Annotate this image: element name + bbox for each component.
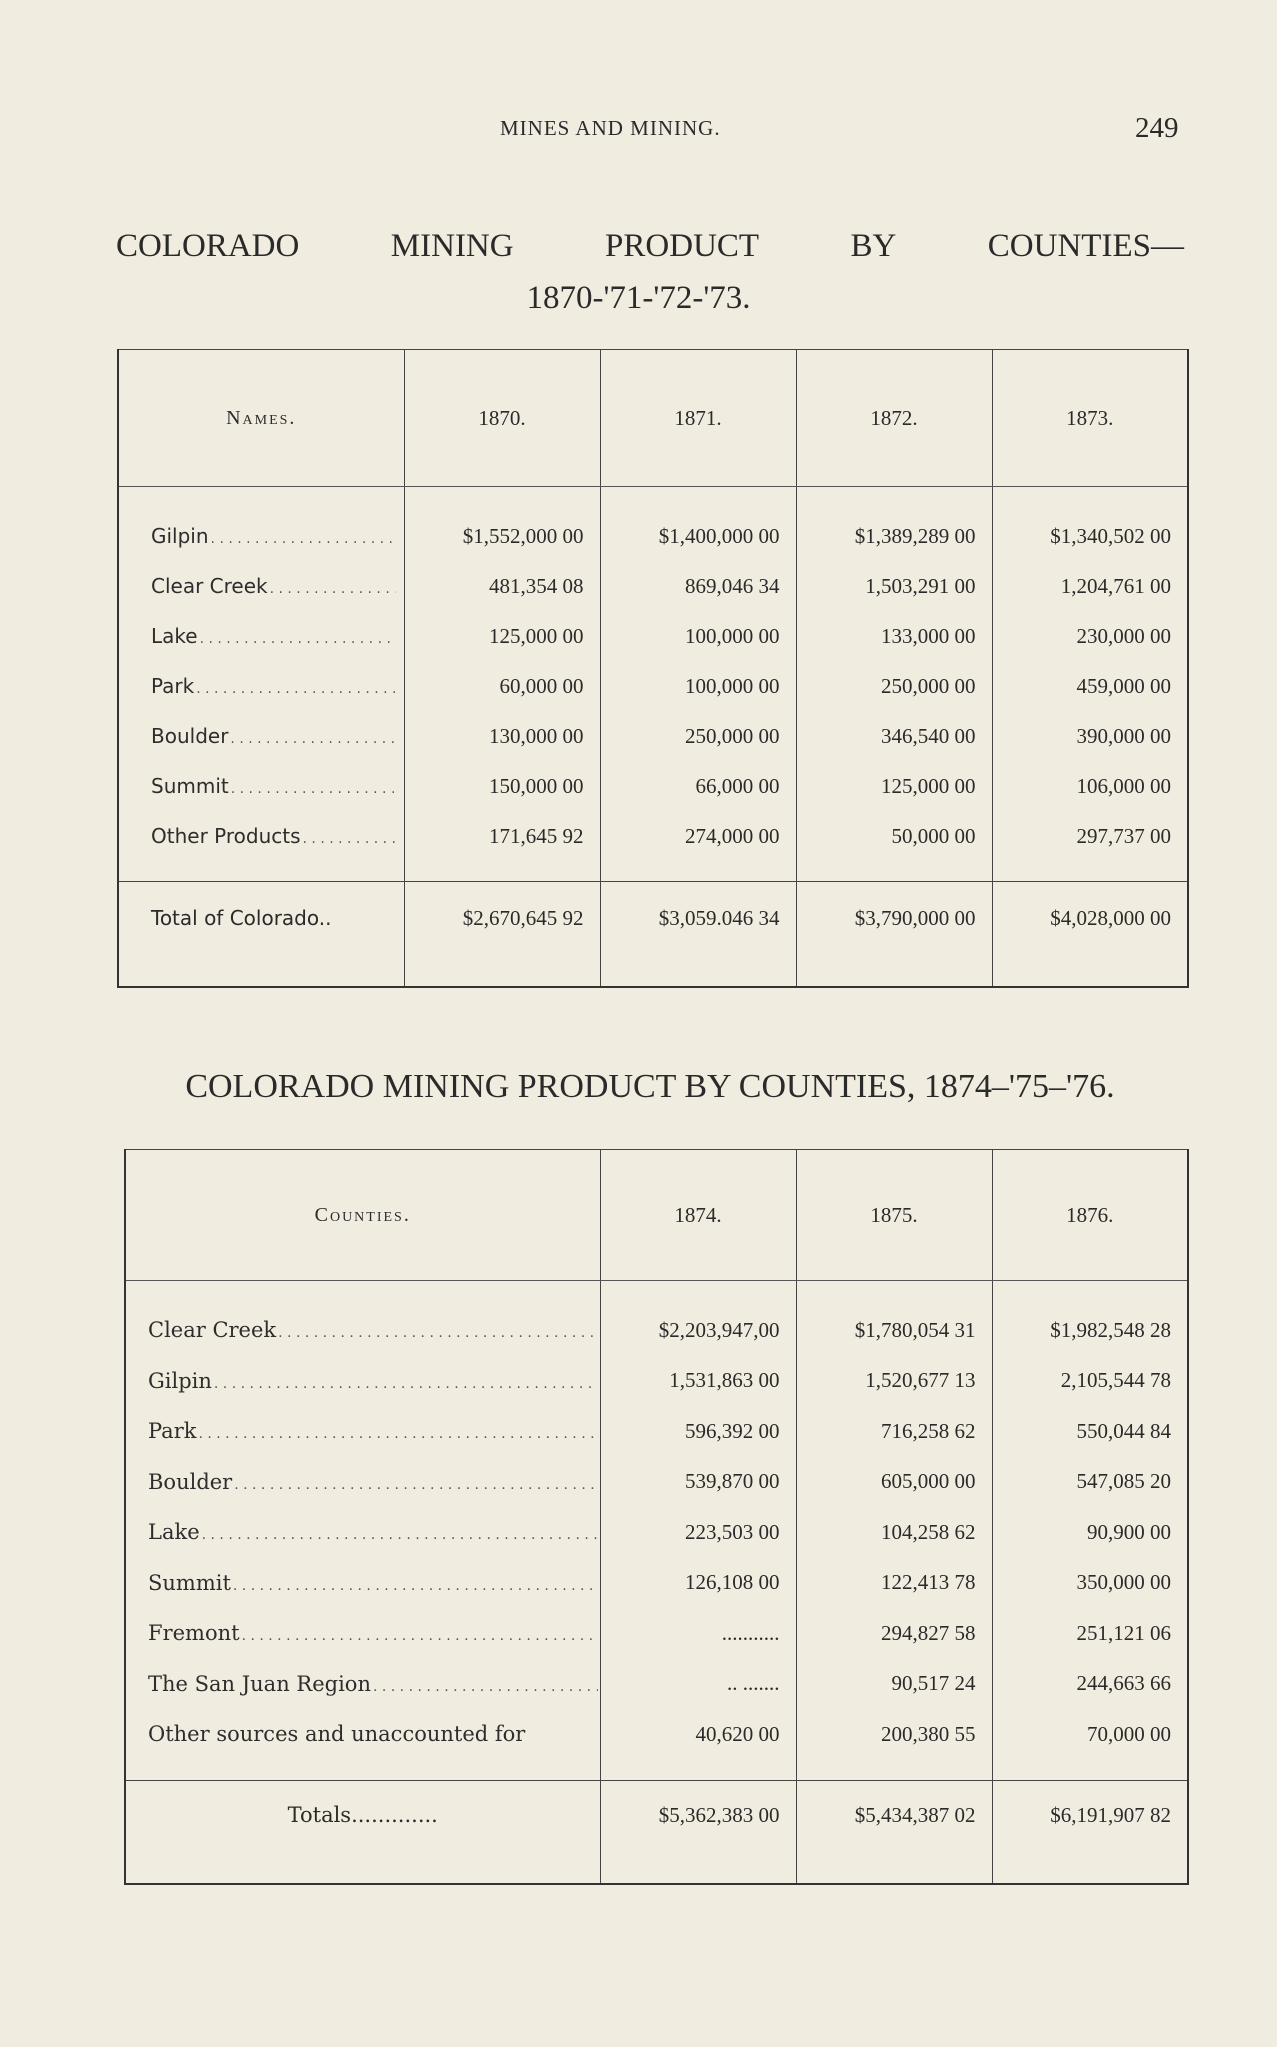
table-row <box>125 1281 1188 1356</box>
value-cell: 133,000 00 <box>796 611 992 661</box>
value-cell: 1,520,677 13 <box>796 1356 992 1407</box>
value-cell: ........... <box>600 1608 796 1659</box>
mining-product-table-1874-1876 <box>124 1149 1189 1885</box>
row-label <box>119 774 404 798</box>
county-name: Lake <box>148 1520 200 1545</box>
table-header-row <box>118 350 1188 487</box>
total-value: $3,059.046 34 <box>600 882 796 988</box>
value-cell: $1,400,000 00 <box>600 487 796 562</box>
table1-title-word: MINING <box>390 228 514 264</box>
column-header: 1876. <box>992 1150 1188 1281</box>
leader-dots <box>200 624 396 648</box>
total-value: $2,670,645 92 <box>404 882 600 988</box>
value-cell: 126,108 00 <box>600 1558 796 1609</box>
value-cell: 60,000 00 <box>404 661 600 711</box>
value-cell: 122,413 78 <box>796 1558 992 1609</box>
leader-dots <box>270 574 396 598</box>
column-header: 1871. <box>600 350 796 487</box>
row-label <box>126 1520 600 1544</box>
value-cell: 70,000 00 <box>992 1709 1188 1780</box>
table-row <box>125 1709 1188 1780</box>
table-row <box>125 1608 1188 1659</box>
table-row <box>125 1406 1188 1457</box>
value-cell: 297,737 00 <box>992 811 1188 882</box>
table2-title: COLORADO MINING PRODUCT BY COUNTIES, 1874–'75–'76. <box>185 1068 1115 1105</box>
county-name: Lake <box>151 624 198 648</box>
table-row <box>118 761 1188 811</box>
column-header: 1875. <box>796 1150 992 1281</box>
value-cell: 66,000 00 <box>600 761 796 811</box>
leader-dots <box>231 774 396 798</box>
row-label <box>119 674 404 698</box>
leader-dots <box>303 824 396 848</box>
total-value: $5,362,383 00 <box>600 1780 796 1884</box>
table-row <box>118 711 1188 761</box>
leader-dots <box>214 1369 598 1393</box>
table-row <box>125 1558 1188 1609</box>
value-cell: 90,517 24 <box>796 1659 992 1710</box>
value-cell: 294,827 58 <box>796 1608 992 1659</box>
value-cell: $2,203,947,00 <box>600 1281 796 1356</box>
row-label <box>126 1621 600 1645</box>
county-name: Gilpin <box>148 1368 212 1393</box>
table1-title-word: COLORADO <box>116 228 300 264</box>
leader-dots <box>233 1571 598 1595</box>
value-cell: $1,982,548 28 <box>992 1281 1188 1356</box>
table-row <box>125 1356 1188 1407</box>
table-row <box>118 661 1188 711</box>
value-cell: $1,340,502 00 <box>992 487 1188 562</box>
value-cell: 869,046 34 <box>600 561 796 611</box>
table-row <box>125 1659 1188 1710</box>
column-header: 1870. <box>404 350 600 487</box>
column-header: 1872. <box>796 350 992 487</box>
value-cell: 539,870 00 <box>600 1457 796 1508</box>
leader-dots <box>211 524 396 548</box>
mining-product-table-1870-1873 <box>117 349 1189 988</box>
value-cell: 250,000 00 <box>796 661 992 711</box>
row-label <box>119 574 404 598</box>
leader-dots <box>373 1672 598 1696</box>
column-header: Names. <box>118 350 404 487</box>
value-cell: 547,085 20 <box>992 1457 1188 1508</box>
value-cell: 104,258 62 <box>796 1507 992 1558</box>
leader-dots <box>242 1621 598 1645</box>
value-cell: $1,389,289 00 <box>796 487 992 562</box>
county-name: Gilpin <box>151 524 209 548</box>
running-head: MINES AND MINING. <box>500 116 721 140</box>
total-label: Total of Colorado.. <box>118 882 404 988</box>
county-name: Boulder <box>148 1469 233 1494</box>
value-cell: 251,121 06 <box>992 1608 1188 1659</box>
value-cell: 150,000 00 <box>404 761 600 811</box>
value-cell: 50,000 00 <box>796 811 992 882</box>
value-cell: 1,503,291 00 <box>796 561 992 611</box>
table1-title-word: COUNTIES— <box>987 228 1184 264</box>
value-cell: $1,780,054 31 <box>796 1281 992 1356</box>
row-label <box>119 624 404 648</box>
row-label <box>126 1470 600 1494</box>
total-label: Totals............. <box>125 1780 600 1884</box>
value-cell: 230,000 00 <box>992 611 1188 661</box>
row-label <box>119 524 404 548</box>
table-row <box>118 611 1188 661</box>
value-cell: .. ....... <box>600 1659 796 1710</box>
page-number: 249 <box>1135 112 1179 144</box>
table1-subtitle: 1870-'71-'72-'73. <box>526 280 751 316</box>
value-cell: 350,000 00 <box>992 1558 1188 1609</box>
leader-dots <box>278 1318 597 1342</box>
row-label <box>119 724 404 748</box>
county-name: Other Products <box>151 824 301 848</box>
table-row <box>118 811 1188 882</box>
value-cell: 106,000 00 <box>992 761 1188 811</box>
row-label <box>126 1722 600 1746</box>
table1-title-word: PRODUCT <box>605 228 760 264</box>
value-cell: 125,000 00 <box>404 611 600 661</box>
leader-dots <box>202 1520 598 1544</box>
row-label <box>126 1419 600 1443</box>
value-cell: 550,044 84 <box>992 1406 1188 1457</box>
value-cell: 596,392 00 <box>600 1406 796 1457</box>
table1-title <box>116 228 1184 265</box>
value-cell: 125,000 00 <box>796 761 992 811</box>
total-value: $6,191,907 82 <box>992 1780 1188 1884</box>
value-cell: 390,000 00 <box>992 711 1188 761</box>
value-cell: 274,000 00 <box>600 811 796 882</box>
value-cell: 223,503 00 <box>600 1507 796 1558</box>
leader-dots <box>234 1470 597 1494</box>
column-header: 1873. <box>992 350 1188 487</box>
total-row <box>125 1780 1188 1884</box>
value-cell: 2,105,544 78 <box>992 1356 1188 1407</box>
row-label <box>119 824 404 848</box>
county-name: Clear Creek <box>151 574 268 598</box>
value-cell: 171,645 92 <box>404 811 600 882</box>
county-name: Park <box>151 674 195 698</box>
total-value: $5,434,387 02 <box>796 1780 992 1884</box>
county-name: Summit <box>151 774 229 798</box>
total-value: $4,028,000 00 <box>992 882 1188 988</box>
column-header: 1874. <box>600 1150 796 1281</box>
county-name: Fremont <box>148 1621 240 1646</box>
table-row <box>125 1507 1188 1558</box>
county-name: Other sources and unaccounted for <box>148 1722 526 1747</box>
value-cell: $1,552,000 00 <box>404 487 600 562</box>
county-name: Boulder <box>151 724 229 748</box>
leader-dots <box>198 1419 597 1443</box>
value-cell: 481,354 08 <box>404 561 600 611</box>
table-header-row <box>125 1150 1188 1281</box>
row-label <box>126 1672 600 1696</box>
table-row <box>118 561 1188 611</box>
value-cell: 459,000 00 <box>992 661 1188 711</box>
county-name: The San Juan Region <box>148 1671 371 1696</box>
value-cell: 100,000 00 <box>600 611 796 661</box>
table1-title-word: BY <box>850 228 897 264</box>
value-cell: 605,000 00 <box>796 1457 992 1508</box>
total-value: $3,790,000 00 <box>796 882 992 988</box>
value-cell: 1,531,863 00 <box>600 1356 796 1407</box>
county-name: Park <box>148 1419 197 1444</box>
value-cell: 100,000 00 <box>600 661 796 711</box>
row-label <box>126 1318 600 1342</box>
county-name: Summit <box>148 1570 231 1595</box>
value-cell: 250,000 00 <box>600 711 796 761</box>
value-cell: 346,540 00 <box>796 711 992 761</box>
table-row <box>125 1457 1188 1508</box>
value-cell: 200,380 55 <box>796 1709 992 1780</box>
value-cell: 130,000 00 <box>404 711 600 761</box>
total-row <box>118 882 1188 988</box>
value-cell: 244,663 66 <box>992 1659 1188 1710</box>
column-header: Counties. <box>125 1150 600 1281</box>
row-label <box>126 1369 600 1393</box>
leader-dots <box>196 674 395 698</box>
county-name: Clear Creek <box>148 1318 277 1343</box>
row-label <box>126 1571 600 1595</box>
value-cell: 90,900 00 <box>992 1507 1188 1558</box>
table-row <box>118 487 1188 562</box>
value-cell: 716,258 62 <box>796 1406 992 1457</box>
leader-dots <box>230 724 395 748</box>
value-cell: 1,204,761 00 <box>992 561 1188 611</box>
value-cell: 40,620 00 <box>600 1709 796 1780</box>
